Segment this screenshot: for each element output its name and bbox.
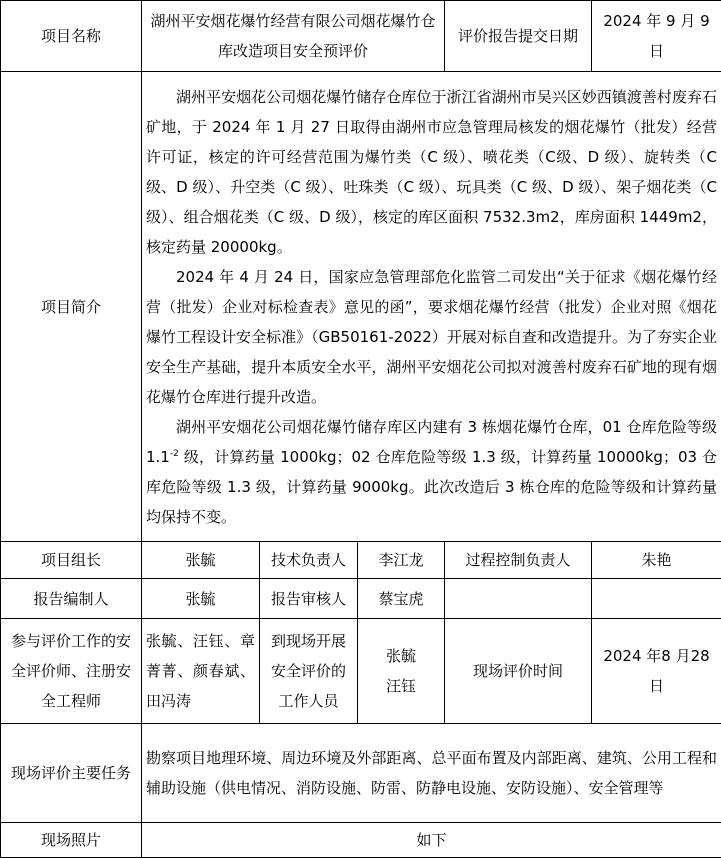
row-project-leader	[1, 542, 721, 579]
onsite-time-value: 2024 年8 月28 日	[592, 619, 721, 724]
onsite-time-label: 现场评价时间	[445, 619, 592, 724]
empty-cell	[592, 579, 721, 619]
onsite-staff-2: 汪钰	[362, 671, 440, 701]
intro-paragraph-1: 湖州平安烟花公司烟花爆竹储存仓库位于浙江省湖州市吴兴区妙西镇渡善村废弃石矿地，于 2024 年 1 月 27 日取得由湖州市应急管理局核发的烟花爆竹（批发）经营许可证，核定的许可经营范围为爆竹类（C 级）、喷花类（C级、D 级）、旋转类（C 级、D 级）、升空类（C 级）、吐珠类（C 级）、玩具类（C 级、D 级）、架子烟花类（C 级）、组合烟花类（C 级、D 级），核定的库区面积 7532.3m2，库房面积 1449m2，核定药量 20000kg。	[146, 82, 717, 262]
project-name-label: 项目名称	[1, 1, 142, 72]
onsite-task-label: 现场评价主要任务	[1, 724, 142, 823]
report-date-label: 评价报告提交日期	[445, 1, 592, 72]
site-photos-value: 如下	[142, 823, 721, 858]
intro-paragraph-3-part-a: 湖州平安烟花公司烟花爆竹储存库区内建有 3 栋烟花爆竹仓库，01 仓库危险等级 1.1	[146, 418, 717, 466]
report-author-value: 张毓	[142, 579, 260, 619]
project-intro-content	[142, 72, 721, 542]
report-reviewer-label: 报告审核人	[260, 579, 358, 619]
row-onsite-task	[1, 724, 721, 823]
onsite-task-value: 勘察项目地理环境、周边环境及外部距离、总平面布置及内部距离、建筑、公用工程和辅助设施（供电情况、消防设施、防雷、防静电设施、安防设施）、安全管理等	[142, 724, 721, 823]
tech-lead-label: 技术负责人	[260, 542, 358, 579]
empty-cell	[445, 579, 592, 619]
report-date-value: 2024 年 9 月 9 日	[592, 1, 721, 72]
intro-paragraph-3	[146, 412, 717, 532]
onsite-staff-1: 张毓	[362, 641, 440, 671]
project-intro-label: 项目简介	[1, 72, 142, 542]
intro-paragraph-2: 2024 年 4 月 24 日，国家应急管理部危化监管二司发出“关于征求《烟花爆竹经营（批发）企业对标检查表》意见的函”，要求烟花爆竹经营（批发）企业对照《烟花爆竹工程设计安全标准》（GB50161-2022）开展对标自查和改造提升。为了夯实企业安全生产基础，提升本质安全水平，湖州平安烟花公司拟对渡善村废弃石矿地的现有烟花爆竹仓库进行提升改造。	[146, 262, 717, 412]
report-reviewer-value: 蔡宝虎	[358, 579, 445, 619]
project-name-value: 湖州平安烟花爆竹经营有限公司烟花爆竹仓库改造项目安全预评价	[142, 1, 445, 72]
project-leader-value: 张毓	[142, 542, 260, 579]
row-evaluation-team	[1, 619, 721, 724]
tech-lead-value: 李江龙	[358, 542, 445, 579]
row-project-name	[1, 1, 721, 72]
team-value: 张毓、汪钰、章菁菁、颜春斌、田冯涛	[142, 619, 260, 724]
intro-paragraph-3-part-b: 级，计算药量 1000kg；02 仓库危险等级 1.3 级，计算药量 10000kg；03 仓库危险等级 1.3 级，计算药量 9000kg。此次改造后 3 栋仓库的危险等级和计算药量均保持不变。	[146, 448, 717, 526]
process-control-label: 过程控制负责人	[445, 542, 592, 579]
row-report-author	[1, 579, 721, 619]
row-project-intro	[1, 72, 721, 542]
project-leader-label: 项目组长	[1, 542, 142, 579]
team-label: 参与评价工作的安全评价师、注册安全工程师	[1, 619, 142, 724]
onsite-staff-label: 到现场开展安全评价的工作人员	[260, 619, 358, 724]
site-photos-label: 现场照片	[1, 823, 142, 858]
report-author-label: 报告编制人	[1, 579, 142, 619]
process-control-value: 朱艳	[592, 542, 721, 579]
onsite-staff-value	[358, 619, 445, 724]
hazard-class-superscript: -2	[170, 449, 179, 459]
row-site-photos	[1, 823, 721, 858]
